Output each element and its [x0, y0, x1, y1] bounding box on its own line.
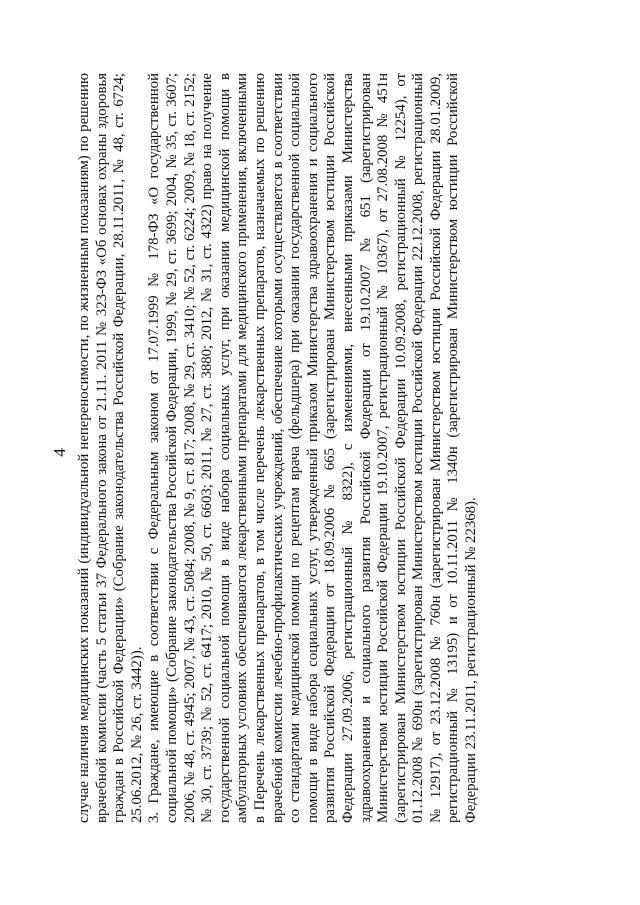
page-number: 4: [50, 448, 69, 457]
paragraph-continuation: случае наличия медицинских показаний (индивидуальной непереносимости, по жизненным показаниям) по решению врачебной комиссии (часть 5 статьи 37 Федерального закона от 21.11. 2011 № 323-ФЗ «Об основах охраны здоровья граждан в Российской Федерации» (Собрание законодательства Российской Федерации, 28.11.2011, № 48, ст. 6724; 25.06.2012, № 26, ст. 3442)).: [76, 73, 145, 823]
paragraph-3: 3. Граждане, имеющие в соответствии с Федеральным законом от 17.07.1999 № 178-ФЗ «О государственной социальной помощи» (Собрание законодательства Российской Федерации, 1999, № 29, ст. 3699; 2004, № 35, ст. 3607; 2006, № 48, ст. 4945; 2007, № 43, ст. 5084; 2008, № 9, ст. 817; 2008, № 29, ст. 3410; № 52, ст. 6224; 2009, № 18, ст. 2152; № 30, ст. 3739; № 52, ст. 6417; 2010, № 50, ст. 6603; 2011, № 27, ст. 3880; 2012, № 31, ст. 4322) право на получение государственной социальной помощи в виде набора социальных услуг, при оказании медицинской помощи в амбулаторных условиях обеспечиваются лекарственными препаратами для медицинского применения, включенными в Перечень лекарственных препаратов, в том числе перечень лекарственных препаратов, назначаемых по решению врачебной комиссии лечебно-профилактических учреждений, обеспечение которыми осуществляется в соответствии со стандартами медицинской помощи по рецептам врача (фельдшера) при оказании государственной социальной помощи в виде набора социальных услуг, утвержденный приказом Министерства здравоохранения и социального развития Российской Федерации от 18.09.2006 № 665 (зарегистрирован Министерством юстиции Российской Федерации 27.09.2006, регистрационный № 8322), с изменениями, внесенными приказами Министерства здравоохранения и социального развития Российской Федерации от 19.10.2007 № 651 (зарегистрирован Министерством юстиции Российской Федерации 19.10.2007, регистрационный № 10367), от 27.08.2008 № 451н (зарегистрирован Министерством юстиции Российской Федерации 10.09.2008, регистрационный № 12254), от 01.12.2008 № 690н (зарегистрирован Министерством юстиции Российской Федерации 22.12.2008, регистрационный № 12917), от 23.12.2008 № 760н (зарегистрирован Министерством юстиции Российской Федерации 28.01.2009, регистрационный № 13195) и от 10.11.2011 № 1340н (зарегистрирован Министерством юстиции Российской Федерации 23.11.2011, регистрационный № 22368).: [146, 73, 480, 823]
document-body: [76, 73, 481, 823]
